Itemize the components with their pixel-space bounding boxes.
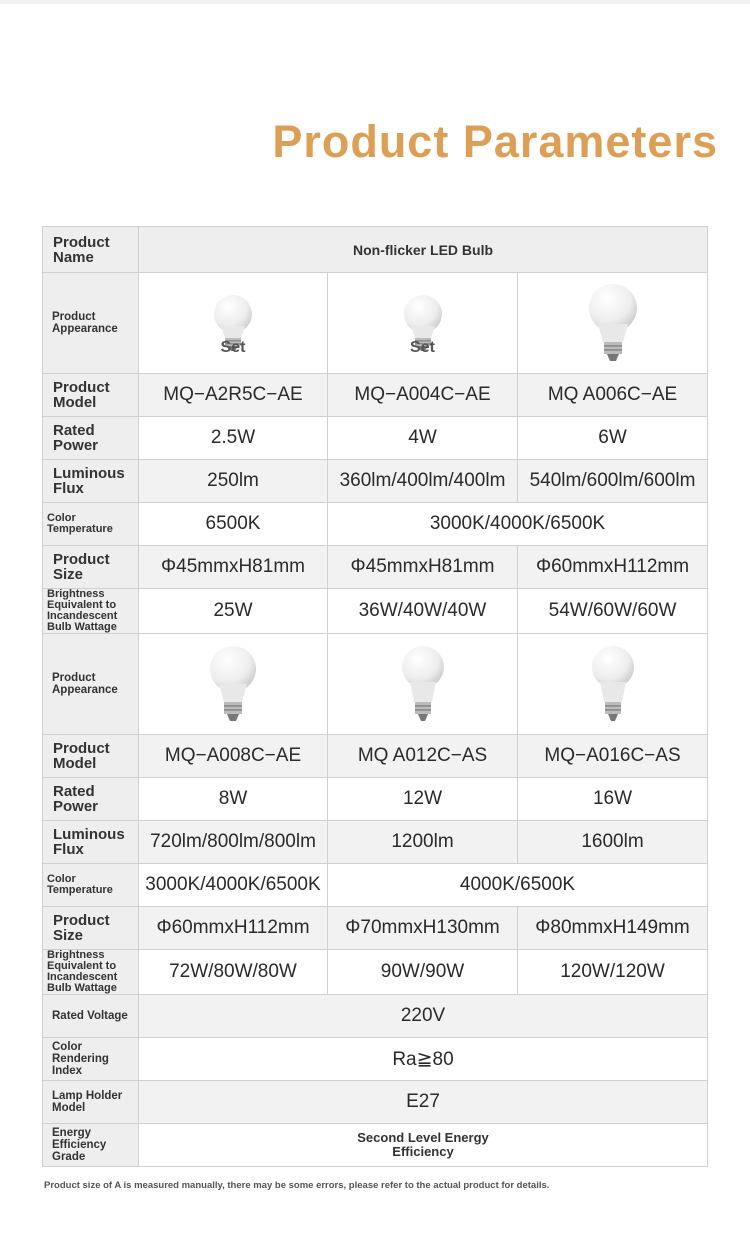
row-product-model-2 [43,735,708,778]
size-cell: Φ45mmxH81mm [328,546,518,589]
size-cell: Φ60mmxH112mm [139,907,328,950]
led-bulb-icon [398,642,448,726]
label-product-appearance: Product Appearance [43,273,139,374]
energy-efficiency-value [139,1124,708,1167]
led-bulb-icon [205,642,261,726]
color-rendering-value: Ra≧80 [139,1038,708,1081]
page-title: Product Parameters [272,116,718,167]
row-appearance-1 [43,273,708,374]
row-product-size-2 [43,907,708,950]
size-cell: Φ60mmxH112mm [518,546,708,589]
flux-cell: 540lm/600lm/600lm [518,460,708,503]
color-temp-cell: 3000K/4000K/6500K [328,503,708,546]
bulb-image-cell [518,634,708,735]
bulb-image-cell [328,634,518,735]
size-cell: Φ45mmxH81mm [139,546,328,589]
size-cell: Φ70mmxH130mm [328,907,518,950]
row-product-model-1 [43,374,708,417]
label-rated-voltage: Rated Voltage [43,995,139,1038]
brightness-cell: 90W/90W [328,950,518,995]
row-rated-power-1 [43,417,708,460]
label-rated-power: Rated Power [43,778,139,821]
bulb-image-cell [139,273,328,374]
bulb-image-cell [139,634,328,735]
lamp-holder-value: E27 [139,1081,708,1124]
label-lamp-holder-model: Lamp Holder Model [43,1081,139,1124]
row-product-name [43,227,708,273]
model-cell: MQ A006C−AE [518,374,708,417]
row-rated-power-2 [43,778,708,821]
row-lamp-holder-model [43,1081,708,1124]
label-energy-efficiency-grade: Energy Efficiency Grade [43,1124,139,1167]
row-color-temperature-1 [43,503,708,546]
label-brightness-equivalent: Brightness Equivalent to Incandescent Bulb Wattage [43,950,139,995]
color-temp-cell: 4000K/6500K [328,864,708,907]
energy-efficiency-text: Second Level Energy Efficiency [357,1130,489,1159]
parameters-table [42,226,708,1167]
brightness-cell: 120W/120W [518,950,708,995]
label-color-rendering-index: Color Rendering Index [43,1038,139,1081]
bulb-image-cell [518,273,708,374]
rated-voltage-value: 220V [139,995,708,1038]
power-cell: 6W [518,417,708,460]
flux-cell: 1200lm [328,821,518,864]
row-brightness-equivalent-2 [43,950,708,995]
color-temp-cell: 3000K/4000K/6500K [139,864,328,907]
model-cell: MQ−A004C−AE [328,374,518,417]
label-product-name: Product Name [43,227,139,273]
led-bulb-icon [583,280,643,366]
label-product-appearance: Product Appearance [43,634,139,735]
label-luminous-flux: Luminous Flux [43,821,139,864]
model-cell: MQ−A008C−AE [139,735,328,778]
model-cell: MQ−A016C−AS [518,735,708,778]
brightness-cell: 54W/60W/60W [518,589,708,634]
flux-cell: 1600lm [518,821,708,864]
label-rated-power: Rated Power [43,417,139,460]
product-name-value: Non-flicker LED Bulb [139,227,708,273]
brightness-cell: 25W [139,589,328,634]
model-cell: MQ A012C−AS [328,735,518,778]
brightness-cell: 72W/80W/80W [139,950,328,995]
row-color-temperature-2 [43,864,708,907]
power-cell: 4W [328,417,518,460]
row-luminous-flux-1 [43,460,708,503]
set-label: Set [410,339,435,356]
bulb-image-cell [328,273,518,374]
color-temp-cell: 6500K [139,503,328,546]
row-brightness-equivalent-1 [43,589,708,634]
flux-cell: 720lm/800lm/800lm [139,821,328,864]
label-color-temperature: Color Temperature [43,503,139,546]
flux-cell: 250lm [139,460,328,503]
power-cell: 8W [139,778,328,821]
row-energy-efficiency-grade [43,1124,708,1167]
label-luminous-flux: Luminous Flux [43,460,139,503]
power-cell: 16W [518,778,708,821]
footnote: Product size of A is measured manually, there may be some errors, please refer to the actual product for details. [44,1180,550,1191]
size-cell: Φ80mmxH149mm [518,907,708,950]
set-label: Set [220,339,246,356]
label-brightness-equivalent: Brightness Equivalent to Incandescent Bulb Wattage [43,589,139,634]
label-product-size: Product Size [43,546,139,589]
row-luminous-flux-2 [43,821,708,864]
label-product-model: Product Model [43,374,139,417]
model-cell: MQ−A2R5C−AE [139,374,328,417]
label-color-temperature: Color Temperature [43,864,139,907]
row-appearance-2 [43,634,708,735]
flux-cell: 360lm/400lm/400lm [328,460,518,503]
power-cell: 12W [328,778,518,821]
row-rated-voltage [43,995,708,1038]
brightness-cell: 36W/40W/40W [328,589,518,634]
label-product-size: Product Size [43,907,139,950]
row-product-size-1 [43,546,708,589]
row-color-rendering-index [43,1038,708,1081]
power-cell: 2.5W [139,417,328,460]
led-bulb-icon [588,642,638,726]
label-product-model: Product Model [43,735,139,778]
top-strip [0,0,750,4]
